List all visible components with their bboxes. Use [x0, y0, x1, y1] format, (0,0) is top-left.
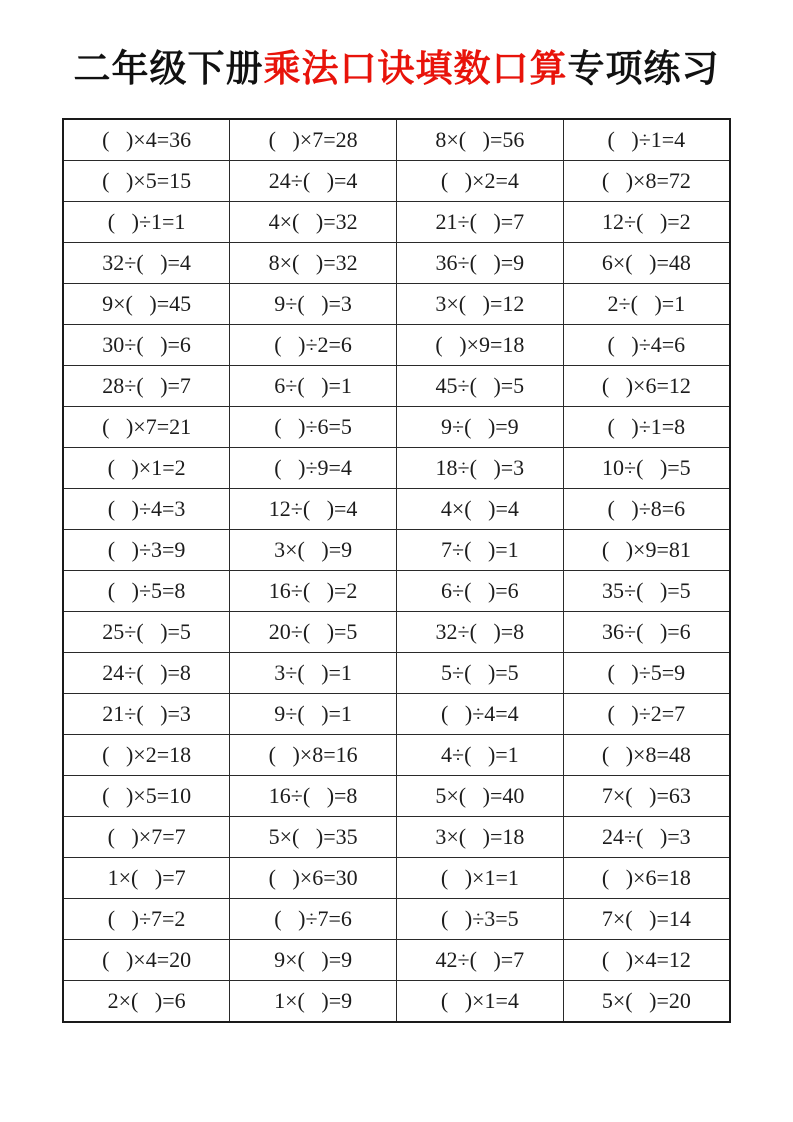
problem-cell: ( )÷6=5	[230, 407, 397, 448]
problem-cell: 6÷( )=1	[230, 366, 397, 407]
problem-cell: ( )×4=36	[63, 119, 230, 161]
problem-cell: 2÷( )=1	[563, 284, 730, 325]
page-title	[0, 0, 793, 92]
problem-cell: ( )÷7=6	[230, 899, 397, 940]
problem-cell: ( )×2=4	[397, 161, 564, 202]
problem-cell: 5×( )=20	[563, 981, 730, 1023]
problem-cell: 2×( )=6	[63, 981, 230, 1023]
problem-cell: ( )÷5=8	[63, 571, 230, 612]
table-row	[63, 489, 730, 530]
problem-cell: 8×( )=32	[230, 243, 397, 284]
problem-cell: ( )×6=12	[563, 366, 730, 407]
problem-cell: ( )÷3=9	[63, 530, 230, 571]
problem-cell: ( )×8=48	[563, 735, 730, 776]
problem-cell: 12÷( )=4	[230, 489, 397, 530]
problem-cell: 32÷( )=8	[397, 612, 564, 653]
problem-cell: ( )×5=10	[63, 776, 230, 817]
table-row	[63, 571, 730, 612]
problem-cell: 24÷( )=3	[563, 817, 730, 858]
problem-cell: 45÷( )=5	[397, 366, 564, 407]
problem-cell: 7÷( )=1	[397, 530, 564, 571]
problem-cell: ( )×6=18	[563, 858, 730, 899]
problem-cell: 9×( )=9	[230, 940, 397, 981]
problem-cell: 36÷( )=9	[397, 243, 564, 284]
problem-cell: ( )×9=18	[397, 325, 564, 366]
problem-cell: 18÷( )=3	[397, 448, 564, 489]
problem-cell: ( )×5=15	[63, 161, 230, 202]
problem-cell: 32÷( )=4	[63, 243, 230, 284]
table-row	[63, 119, 730, 161]
problem-cell: ( )÷2=7	[563, 694, 730, 735]
table-row	[63, 407, 730, 448]
table-row	[63, 694, 730, 735]
title-highlight: 乘法口诀填数口算	[263, 48, 568, 89]
problem-cell: ( )×7=7	[63, 817, 230, 858]
problem-cell: ( )÷3=5	[397, 899, 564, 940]
problem-cell: 9÷( )=3	[230, 284, 397, 325]
problem-cell: 30÷( )=6	[63, 325, 230, 366]
problem-cell: 6÷( )=6	[397, 571, 564, 612]
problem-cell: 24÷( )=8	[63, 653, 230, 694]
title-prefix: 二年级下册	[73, 48, 264, 89]
title-suffix: 专项练习	[567, 48, 720, 89]
table-row	[63, 161, 730, 202]
problem-cell: ( )×1=4	[397, 981, 564, 1023]
table-row	[63, 899, 730, 940]
problem-cell: 9÷( )=9	[397, 407, 564, 448]
table-row	[63, 940, 730, 981]
problem-cell: ( )×4=20	[63, 940, 230, 981]
problem-cell: 35÷( )=5	[563, 571, 730, 612]
table-row	[63, 776, 730, 817]
problem-cell: ( )×9=81	[563, 530, 730, 571]
table-row	[63, 366, 730, 407]
problem-cell: 3×( )=9	[230, 530, 397, 571]
problem-cell: ( )×8=16	[230, 735, 397, 776]
problem-cell: ( )÷9=4	[230, 448, 397, 489]
problem-cell: 9×( )=45	[63, 284, 230, 325]
problem-cell: 8×( )=56	[397, 119, 564, 161]
problem-cell: 20÷( )=5	[230, 612, 397, 653]
problem-cell: ( )÷1=1	[63, 202, 230, 243]
table-row	[63, 735, 730, 776]
problem-cell: 5×( )=40	[397, 776, 564, 817]
problem-cell: 5×( )=35	[230, 817, 397, 858]
problem-cell: 4÷( )=1	[397, 735, 564, 776]
problem-cell: ( )×8=72	[563, 161, 730, 202]
problem-cell: 42÷( )=7	[397, 940, 564, 981]
problem-cell: 1×( )=9	[230, 981, 397, 1023]
problem-cell: ( )÷5=9	[563, 653, 730, 694]
problem-cell: 3÷( )=1	[230, 653, 397, 694]
problem-cell: ( )×1=1	[397, 858, 564, 899]
problem-cell: 12÷( )=2	[563, 202, 730, 243]
worksheet-table-body	[63, 119, 730, 1022]
table-row	[63, 858, 730, 899]
problem-cell: ( )×7=21	[63, 407, 230, 448]
table-row	[63, 202, 730, 243]
table-row	[63, 981, 730, 1023]
problem-cell: 24÷( )=4	[230, 161, 397, 202]
problem-cell: ( )÷1=4	[563, 119, 730, 161]
problem-cell: ( )÷1=8	[563, 407, 730, 448]
problem-cell: 7×( )=14	[563, 899, 730, 940]
problem-cell: 4×( )=4	[397, 489, 564, 530]
problem-cell: 10÷( )=5	[563, 448, 730, 489]
table-row	[63, 653, 730, 694]
table-row	[63, 612, 730, 653]
worksheet-table	[62, 118, 731, 1023]
table-row	[63, 448, 730, 489]
problem-cell: ( )×4=12	[563, 940, 730, 981]
table-row	[63, 530, 730, 571]
table-row	[63, 243, 730, 284]
problem-cell: 25÷( )=5	[63, 612, 230, 653]
problem-cell: ( )÷8=6	[563, 489, 730, 530]
problem-cell: 3×( )=12	[397, 284, 564, 325]
problem-cell: ( )×6=30	[230, 858, 397, 899]
problem-cell: 16÷( )=2	[230, 571, 397, 612]
table-row	[63, 817, 730, 858]
problem-cell: 6×( )=48	[563, 243, 730, 284]
problem-cell: ( )÷4=6	[563, 325, 730, 366]
problem-cell: ( )÷7=2	[63, 899, 230, 940]
problem-cell: 1×( )=7	[63, 858, 230, 899]
problem-cell: 21÷( )=3	[63, 694, 230, 735]
problem-cell: ( )×2=18	[63, 735, 230, 776]
problem-cell: 4×( )=32	[230, 202, 397, 243]
problem-cell: 9÷( )=1	[230, 694, 397, 735]
problem-cell: 7×( )=63	[563, 776, 730, 817]
problem-cell: ( )×7=28	[230, 119, 397, 161]
problem-cell: 16÷( )=8	[230, 776, 397, 817]
table-row	[63, 325, 730, 366]
problem-cell: 36÷( )=6	[563, 612, 730, 653]
problem-cell: 3×( )=18	[397, 817, 564, 858]
problem-cell: ( )÷2=6	[230, 325, 397, 366]
table-row	[63, 284, 730, 325]
problem-cell: 21÷( )=7	[397, 202, 564, 243]
problem-cell: ( )÷4=3	[63, 489, 230, 530]
problem-cell: ( )÷4=4	[397, 694, 564, 735]
problem-cell: 28÷( )=7	[63, 366, 230, 407]
problem-cell: 5÷( )=5	[397, 653, 564, 694]
problem-cell: ( )×1=2	[63, 448, 230, 489]
